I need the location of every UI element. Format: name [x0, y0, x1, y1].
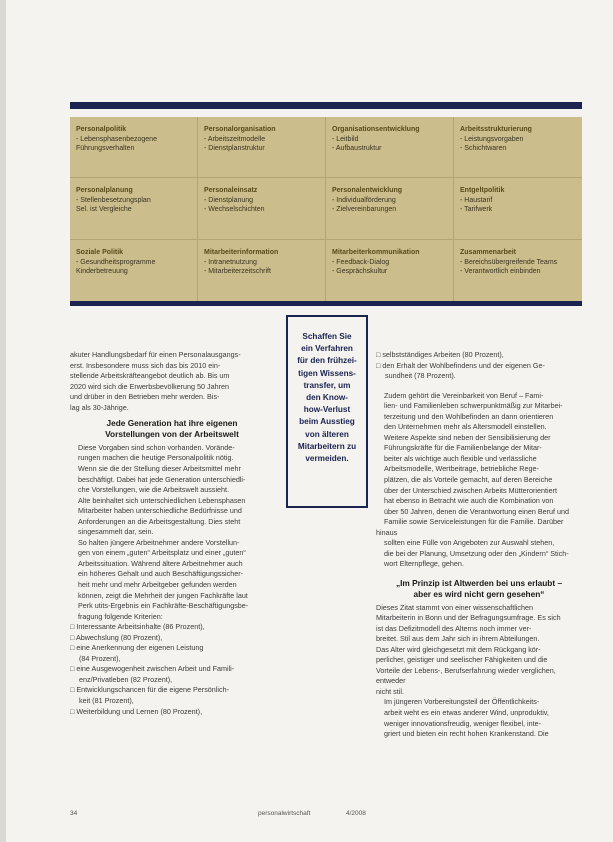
right-para3: [376, 603, 582, 698]
table-cell-item: - Tarifwerk: [460, 206, 493, 214]
left-list: [70, 622, 274, 717]
text-line: Vorstellungen von der Arbeitswelt: [105, 429, 239, 440]
text-line: Arbeitssituation. Während ältere Arbeitnehmer auch: [78, 558, 243, 568]
table-cell-title: Personalentwicklung: [332, 187, 403, 195]
text-line: erst. Insbesondere muss sich das bis 2010 ein-: [70, 360, 221, 370]
table-cell-item: - Feedback-Dialog: [332, 258, 390, 266]
table-cell-item: - Verantwortlich einbinden: [460, 267, 541, 275]
text-line: beiter als wichtige auch flexible und verlässliche: [384, 453, 537, 463]
table-cell-item: - Stellenbesetzungsplan: [76, 197, 151, 205]
table-cell-item: - Bereichsübergreifende Teams: [460, 258, 558, 266]
footer-page-number: 34: [70, 810, 78, 817]
text-line: sollten eine Fülle von Angeboten zur Auswahl stehen,: [384, 538, 555, 548]
table-cell: [454, 117, 582, 178]
text-line: □ den Erhalt der Wohlbefindens und der eigenen Ge-: [376, 360, 545, 370]
text-line: Vorteile der Lebens-, Berufserfahrung wieder verglichen, entweder: [376, 665, 556, 686]
text-line: □ selbstständiges Arbeiten (80 Prozent),: [376, 350, 504, 359]
text-line: die bei der Planung, Umsetzung oder den „Kindern“ Stich-: [384, 548, 569, 558]
table-cell: [198, 178, 326, 239]
table-cell-item: - Individualförderung: [332, 197, 396, 205]
table-cell-title: Entgeltpolitik: [460, 187, 505, 195]
footer-issue: 4/2008: [346, 810, 366, 817]
right-heading: [376, 578, 582, 600]
text-line: breitet. Stil aus dem Jahr sich in ihrem Abteilungen.: [376, 634, 540, 644]
text-line: können, zeigt die Mehrheit der jungen Fachkräfte laut: [78, 590, 248, 600]
text-line: (84 Prozent),: [79, 653, 121, 663]
text-line: Perk utits-Ergebnis ein Fachkräfte-Beschäftigungsbe-: [78, 601, 249, 611]
text-line: Mitarbeitern zu: [297, 441, 357, 451]
table-cell: [454, 240, 582, 301]
text-line: Weitere Aspekte sind neben der Sensibilisierung der: [384, 432, 551, 442]
table-cell: [326, 178, 454, 239]
text-line: griert und bieten ein recht hohen Krankenstand. Die: [384, 729, 549, 739]
text-line: für den frühzei-: [297, 356, 357, 366]
text-line: wort Elternpflege, gehen.: [384, 559, 464, 569]
right-column: [376, 350, 582, 740]
text-line: keit (81 Prozent),: [79, 696, 134, 705]
text-line: tigen Wissens-: [298, 368, 356, 378]
table-cell-item: - Dienstplanstruktur: [204, 145, 265, 152]
text-line: perlicher, geistiger und seelischer Fähigkeiten und die: [376, 655, 548, 665]
text-line: Jede Generation hat ihre eigenen: [106, 418, 238, 429]
text-line: Dieses Zitat stammt von einer wissenschaftlichen: [376, 602, 533, 612]
left-intro: [70, 350, 274, 413]
text-line: aber es wird nicht gern gesehen“: [413, 588, 545, 599]
text-line: plätzen, die als Vorteile gemacht, auf deren Bereiche: [384, 475, 553, 485]
text-line: „Im Prinzip ist Altwerden bei uns erlaubt –: [395, 577, 563, 588]
table-cell-item: Sel. ist Vergleiche: [76, 206, 132, 214]
footer-magazine: personalwirtschaft: [258, 810, 311, 817]
table-cell: [198, 117, 326, 178]
text-line: sundheit (78 Prozent).: [385, 371, 456, 381]
table-cell-title: Personaleinsatz: [204, 187, 258, 195]
text-line: □ Entwicklungschancen für die eigene Persönlich-: [70, 685, 229, 695]
text-line: □ Interessante Arbeitsinhalte (86 Prozent),: [70, 622, 205, 632]
text-line: stellende Arbeitskräfteangebot deutlich ab. Bis um: [70, 371, 230, 381]
text-line: ein höheres Gehalt und auch Beschäftigungssicher-: [78, 569, 244, 579]
table-cell-item: - Zielvereinbarungen: [332, 206, 397, 214]
text-line: ist das Defizitmodell des Alterns noch immer ver-: [376, 623, 532, 633]
table-cell-item: Kinderbetreuung: [76, 267, 128, 275]
text-line: lien- und Familienleben schwerpunktmäßig zur Mitarbei-: [384, 401, 563, 411]
text-line: Mitarbeiterin in Bonn und der Befragungsumfrage. Es sich: [376, 613, 561, 623]
callout-box: [286, 315, 368, 508]
text-line: □ eine Anerkennung der eigenen Leistung: [70, 643, 204, 653]
table-cell: [326, 117, 454, 178]
text-line: beim Ausstieg: [299, 417, 355, 427]
text-line: ein Verfahren: [301, 344, 353, 354]
table-cell: [326, 240, 454, 301]
text-line: Anforderungen an die Arbeitsgestaltung. Dies steht: [78, 516, 241, 526]
right-para4: [376, 697, 582, 739]
text-line: So halten jüngere Arbeitnehmer andere Vorstellun-: [78, 537, 240, 547]
text-line: 2020 wird sich die Erwerbsbevölkerung 50 Jahren: [70, 381, 230, 391]
text-line: fragung folgende Kriterien:: [78, 611, 163, 621]
table-cell-item: - Leitbild: [332, 136, 359, 143]
page-edge: [0, 0, 6, 842]
right-list: [376, 350, 582, 382]
text-line: Das Alter wird gleichgesetzt mit dem Rückgang kör-: [376, 644, 541, 654]
text-line: Mitarbeiter haben unterschiedliche Bedürfnisse und: [78, 506, 242, 516]
table-cell-item: - Gesundheitsprogramme: [76, 258, 156, 266]
text-line: Alte beinhaltet sich unterschiedlichen Lebensphasen: [78, 495, 246, 505]
table-cell: [454, 178, 582, 239]
text-line: den Unternehmen mehr als Altersmodell einstellen.: [384, 422, 547, 432]
text-line: nicht stil.: [376, 686, 404, 696]
text-line: akuter Handlungsbedarf für einen Personalausgangs-: [70, 350, 241, 359]
text-line: transfer, um: [303, 380, 351, 390]
text-line: über 50 Jahren, denen die Verantwortung einen Beruf und: [384, 506, 570, 516]
table-cell-title: Organisationsentwicklung: [332, 126, 420, 133]
table-cell-item: - Gesprächskultur: [332, 267, 388, 275]
table-cell-item: - Lebensphasenbezogene: [76, 136, 157, 143]
text-line: singesammelt dar, sein.: [78, 527, 154, 537]
right-para2: [376, 433, 582, 570]
text-line: enz/Privatleben (82 Prozent),: [79, 674, 173, 684]
text-line: che Vorstellungen, wie die Arbeitswelt aussieht.: [78, 485, 230, 495]
table-cell-item: - Haustarif: [460, 197, 493, 205]
left-para2: [70, 538, 274, 622]
text-line: arbeit weht es ein etwas anderer Wind, unproduktiv,: [384, 708, 549, 717]
table-cell-item: - Aufbaustruktur: [332, 145, 382, 152]
table-cell-item: Führungsverhalten: [76, 145, 135, 152]
table-cell-title: Mitarbeiterinformation: [204, 248, 279, 256]
table-cell-item: - Mitarbeiterzeitschrift: [204, 267, 271, 275]
text-line: weniger innovationsfreudig, weniger flexibel, inte-: [384, 718, 542, 728]
text-line: Schaffen Sie: [302, 332, 352, 341]
left-heading: [70, 418, 274, 440]
table-cell: [70, 117, 198, 178]
text-line: Familie sowie Serviceleistungen für die Familie. Darüber hinaus: [376, 517, 564, 537]
table-cell-item: - Schichtwaren: [460, 145, 507, 152]
table-cell-item: - Leistungsvorgaben: [460, 136, 524, 143]
table-cell: [70, 178, 198, 239]
text-line: □ Weiterbildung und Lernen (80 Prozent),: [70, 706, 203, 716]
table-cell-title: Mitarbeiterkommunikation: [332, 248, 420, 256]
table-cell-item: - Dienstplanung: [204, 197, 254, 205]
text-line: Arbeitsmodelle, Wertbeitrage, betriebliche Rege-: [384, 464, 539, 474]
text-line: von älteren: [305, 429, 349, 439]
text-line: Diese Vorgaben sind schon vorhanden. Vorände-: [78, 442, 235, 452]
text-line: how-Verlust: [303, 405, 351, 415]
text-line: Im jüngeren Vorbereitungsteil der Öffentlichkeits-: [384, 697, 540, 707]
text-line: beschäftigt. Dabei hat jede Generation unterschiedli-: [78, 474, 246, 484]
table-cell-item: - Intranetnutzung: [204, 258, 257, 266]
table-cell-item: - Arbeitszeitmodelle: [204, 136, 266, 143]
text-line: □ eine Ausgewogenheit zwischen Arbeit und Famili-: [70, 664, 235, 674]
table-cell-title: Arbeitsstrukturierung: [460, 126, 532, 133]
table-cell-title: Zusammenarbeit: [460, 248, 517, 256]
text-line: Wenn sie die der Stellung dieser Arbeitsmittel mehr: [78, 463, 241, 473]
left-column: [70, 350, 274, 717]
top-rule: [70, 102, 582, 109]
text-line: Zudem gehört die Vereinbarkeit von Beruf – Fami-: [384, 390, 544, 400]
table-cell-title: Personalplanung: [76, 187, 133, 195]
text-line: über der Unterschied zwischen Arbeits Mütterorientiert: [384, 485, 557, 495]
table-cell-item: - Wechselschichten: [204, 206, 265, 214]
text-line: Führungskräfte für die Familienbelange der Mitar-: [384, 443, 542, 453]
left-para1: [70, 443, 274, 538]
text-line: hat ebenso in Betracht wie auch die Kombination von: [384, 496, 554, 506]
text-line: den Know-: [306, 393, 348, 403]
text-line: □ Abwechslung (80 Prozent),: [70, 632, 163, 642]
text-line: rungen machen die heutige Personalpolitik nötig.: [78, 453, 234, 463]
table-cell-title: Soziale Politik: [76, 248, 124, 256]
right-para1: [376, 391, 582, 433]
text-line: terzeitung und den Wohlbefinden an dann orientieren: [384, 411, 554, 421]
text-line: und drüber in den Betrieben mehr werden. Bis-: [70, 392, 220, 402]
text-line: lag als 30-Jährige.: [70, 402, 129, 412]
text-line: heit mehr und mehr Arbeitgeber gefunden werden: [78, 579, 237, 589]
table-cell-title: Personalorganisation: [204, 126, 276, 133]
table-cell-title: Personalpolitik: [76, 126, 127, 133]
measures-table: [70, 117, 582, 301]
text-line: vermeiden.: [305, 454, 349, 464]
table-cell: [198, 240, 326, 301]
text-line: gen von einem „guten“ Arbeitsplatz und einer „guten“: [78, 548, 246, 558]
table-cell: [70, 240, 198, 301]
